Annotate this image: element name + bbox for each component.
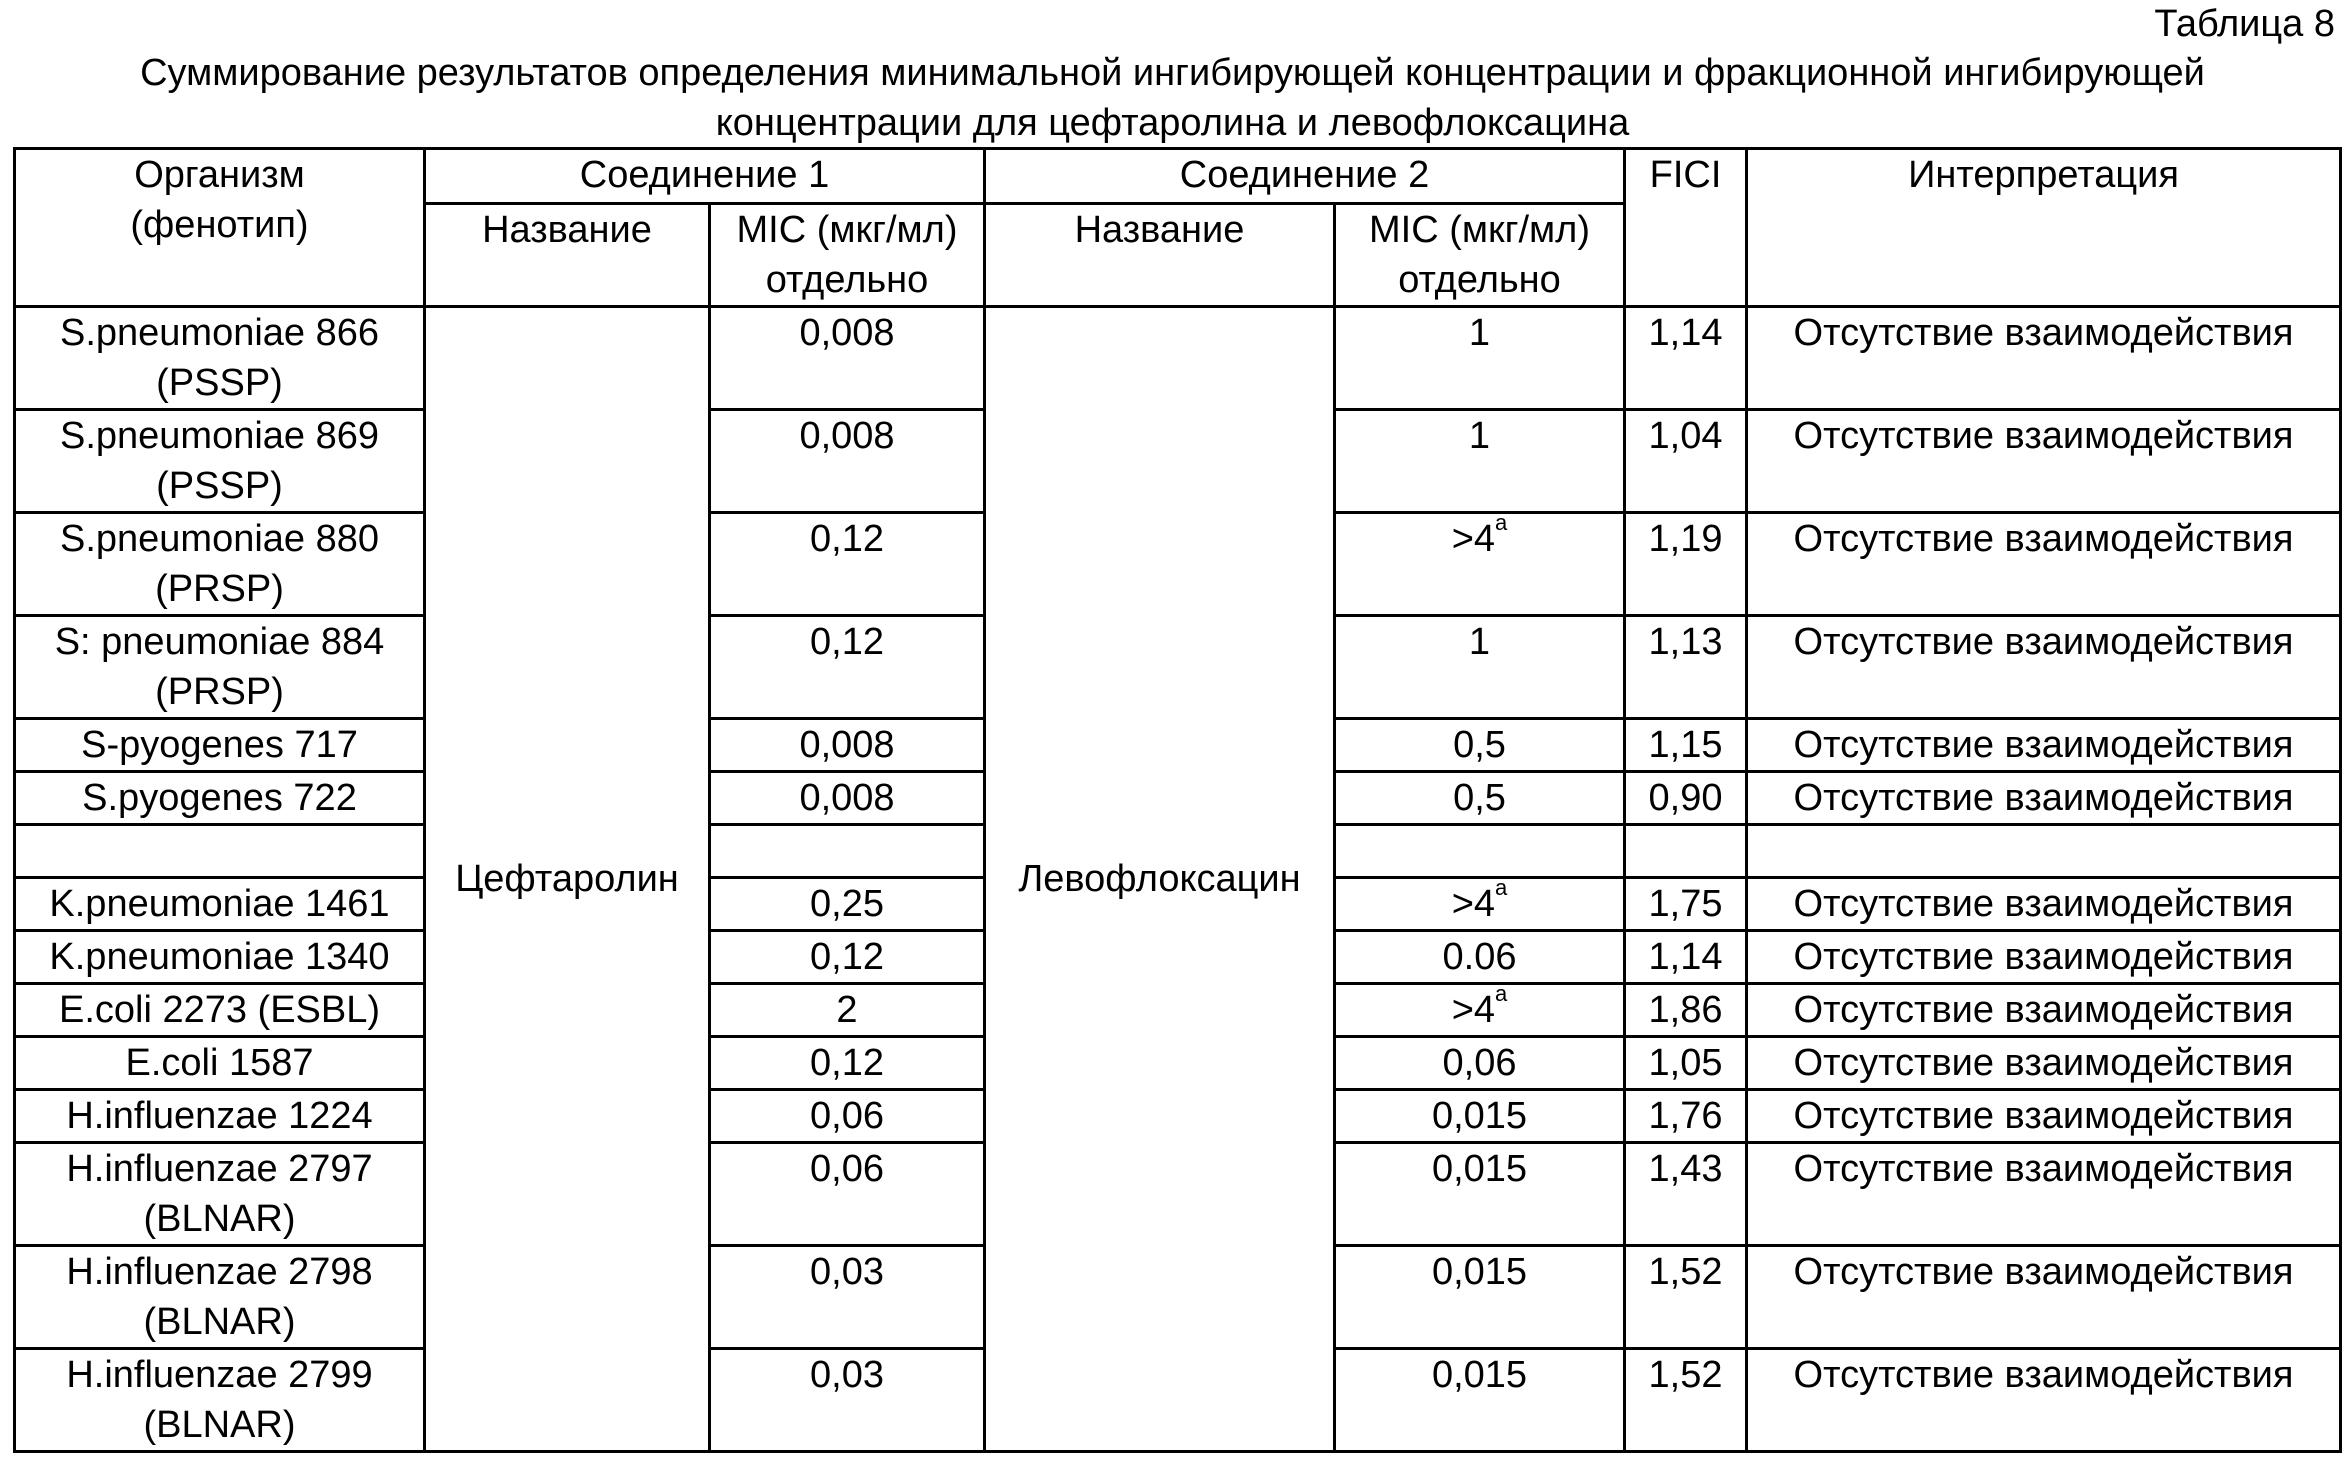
- header-mic-1-line-2: отдельно: [765, 259, 929, 301]
- mic-2-cell: [1335, 1246, 1625, 1349]
- mic-2-value: 0,06: [1442, 1042, 1517, 1084]
- header-mic-2-line-1: MIC (мкг/мл): [1369, 209, 1590, 251]
- results-table: [13, 147, 2342, 1453]
- header-interpretation: Интерпретация: [1747, 149, 2341, 307]
- table-title-line-2: концентрации для цефтаролина и левофлоксацина: [715, 102, 1630, 144]
- organism-phenotype: (BLNAR): [143, 1198, 296, 1240]
- organism-phenotype: (BLNAR): [143, 1301, 296, 1343]
- mic-2-value: >4: [1451, 518, 1496, 560]
- mic-2-cell: [1335, 719, 1625, 772]
- interpretation-cell: Отсутствие взаимодействия: [1747, 410, 2341, 513]
- mic-2-cell: [1335, 1037, 1625, 1090]
- interpretation-cell: Отсутствие взаимодействия: [1747, 1246, 2341, 1349]
- organism-name: S.pneumoniae 866: [59, 312, 380, 354]
- organism-cell: [15, 825, 425, 878]
- interpretation-cell: Отсутствие взаимодействия: [1747, 1143, 2341, 1246]
- mic-1-cell: 0,12: [710, 513, 985, 616]
- interpretation-cell: Отсутствие взаимодействия: [1747, 1037, 2341, 1090]
- mic-2-value: 1: [1468, 415, 1491, 457]
- organism-name: K.pneumoniae 1461: [49, 883, 390, 925]
- mic-2-cell: [1335, 984, 1625, 1037]
- header-compound-1: Соединение 1: [425, 149, 985, 204]
- mic-2-footnote: a: [1495, 512, 1508, 535]
- organism-cell: [15, 878, 425, 931]
- organism-phenotype: (PRSP): [155, 568, 284, 610]
- mic-2-cell: [1335, 307, 1625, 410]
- mic-2-cell: [1335, 513, 1625, 616]
- fici-cell: 1,05: [1625, 1037, 1747, 1090]
- mic-1-cell: [710, 825, 985, 878]
- organism-name: S.pneumoniae 880: [59, 518, 380, 560]
- mic-1-cell: 0,008: [710, 772, 985, 825]
- fici-cell: 1,75: [1625, 878, 1747, 931]
- fici-cell: 1,15: [1625, 719, 1747, 772]
- interpretation-cell: Отсутствие взаимодействия: [1747, 931, 2341, 984]
- organism-name: H.influenzae 2797: [66, 1148, 373, 1190]
- table-title: [0, 48, 2345, 148]
- organism-name: H.influenzae 2798: [66, 1251, 373, 1293]
- fici-cell: 1,14: [1625, 931, 1747, 984]
- mic-2-cell: [1335, 825, 1625, 878]
- mic-1-cell: 0,008: [710, 410, 985, 513]
- interpretation-cell: Отсутствие взаимодействия: [1747, 1349, 2341, 1452]
- organism-name: E.coli 1587: [125, 1042, 314, 1084]
- mic-2-value: 0,015: [1431, 1148, 1528, 1190]
- organism-cell: [15, 719, 425, 772]
- mic-2-value: 0,015: [1431, 1354, 1528, 1396]
- organism-cell: [15, 1037, 425, 1090]
- interpretation-cell: Отсутствие взаимодействия: [1747, 772, 2341, 825]
- mic-2-value: 0,015: [1431, 1251, 1528, 1293]
- table-title-line-1: Суммирование результатов определения минимальной ингибирующей концентрации и фракционной ингибирующей: [140, 52, 2205, 94]
- mic-1-cell: 0,12: [710, 616, 985, 719]
- organism-name: H.influenzae 2799: [66, 1354, 373, 1396]
- organism-cell: [15, 1349, 425, 1452]
- mic-2-value: 0.06: [1442, 936, 1517, 978]
- mic-2-value: 0,5: [1453, 724, 1506, 766]
- organism-cell: [15, 1090, 425, 1143]
- organism-cell: [15, 1143, 425, 1246]
- header-organism: [15, 149, 425, 307]
- mic-1-cell: 2: [710, 984, 985, 1037]
- interpretation-cell: Отсутствие взаимодействия: [1747, 719, 2341, 772]
- interpretation-cell: Отсутствие взаимодействия: [1747, 878, 2341, 931]
- organism-name: H.influenzae 1224: [66, 1095, 373, 1137]
- mic-1-cell: 0,12: [710, 931, 985, 984]
- header-fici: FICI: [1625, 149, 1747, 307]
- interpretation-cell: Отсутствие взаимодействия: [1747, 1090, 2341, 1143]
- interpretation-cell: [1747, 825, 2341, 878]
- organism-name: S.pyogenes 722: [82, 777, 357, 819]
- mic-2-value: 0,015: [1431, 1095, 1528, 1137]
- organism-phenotype: (PRSP): [155, 671, 284, 713]
- organism-cell: [15, 307, 425, 410]
- organism-cell: [15, 410, 425, 513]
- fici-cell: 1,43: [1625, 1143, 1747, 1246]
- organism-cell: [15, 1246, 425, 1349]
- header-compound-2-mic: [1335, 204, 1625, 307]
- organism-phenotype: (PSSP): [156, 465, 283, 507]
- table-number: Таблица 8: [2154, 3, 2335, 45]
- organism-name: K.pneumoniae 1340: [49, 936, 390, 978]
- mic-2-cell: [1335, 1090, 1625, 1143]
- fici-cell: [1625, 825, 1747, 878]
- organism-phenotype: (BLNAR): [143, 1404, 296, 1446]
- mic-2-cell: [1335, 616, 1625, 719]
- mic-1-cell: 0,12: [710, 1037, 985, 1090]
- mic-1-cell: 0,06: [710, 1143, 985, 1246]
- table-header: [15, 149, 2341, 307]
- mic-1-cell: 0,03: [710, 1349, 985, 1452]
- organism-name: S: pneumoniae 884: [54, 621, 385, 663]
- header-mic-1-line-1: MIC (мкг/мл): [736, 209, 958, 251]
- fici-cell: 1,86: [1625, 984, 1747, 1037]
- organism-name: S.pneumoniae 869: [59, 415, 380, 457]
- mic-1-cell: 0,06: [710, 1090, 985, 1143]
- table-body: [15, 307, 2341, 1452]
- mic-2-value: 1: [1468, 621, 1491, 663]
- mic-2-cell: [1335, 772, 1625, 825]
- header-compound-1-mic: [710, 204, 985, 307]
- fici-cell: 1,52: [1625, 1349, 1747, 1452]
- organism-name: S-pyogenes 717: [81, 724, 358, 766]
- fici-cell: 0,90: [1625, 772, 1747, 825]
- header-organism-line-2: (фенотип): [130, 204, 309, 246]
- table-row: [15, 307, 2341, 410]
- fici-cell: 1,13: [1625, 616, 1747, 719]
- organism-cell: [15, 984, 425, 1037]
- interpretation-cell: Отсутствие взаимодействия: [1747, 984, 2341, 1037]
- fici-cell: 1,19: [1625, 513, 1747, 616]
- organism-cell: [15, 772, 425, 825]
- fici-cell: 1,14: [1625, 307, 1747, 410]
- fici-cell: 1,52: [1625, 1246, 1747, 1349]
- organism-phenotype: (PSSP): [156, 362, 283, 404]
- interpretation-cell: Отсутствие взаимодействия: [1747, 616, 2341, 719]
- mic-2-footnote: a: [1495, 877, 1508, 900]
- mic-2-value: >4: [1451, 883, 1496, 925]
- organism-name: E.coli 2273 (ESBL): [58, 989, 381, 1031]
- interpretation-cell: Отсутствие взаимодействия: [1747, 307, 2341, 410]
- organism-cell: [15, 616, 425, 719]
- organism-cell: [15, 513, 425, 616]
- fici-cell: 1,04: [1625, 410, 1747, 513]
- mic-2-cell: [1335, 1349, 1625, 1452]
- header-organism-line-1: Организм: [134, 154, 305, 196]
- header-compound-2-name: Название: [985, 204, 1335, 307]
- interpretation-cell: Отсутствие взаимодействия: [1747, 513, 2341, 616]
- header-mic-2-line-2: отдельно: [1398, 259, 1561, 301]
- mic-2-value: 1: [1468, 312, 1491, 354]
- mic-2-cell: [1335, 878, 1625, 931]
- mic-1-cell: 0,03: [710, 1246, 985, 1349]
- organism-cell: [15, 931, 425, 984]
- compound-2-name-cell: Левофлоксацин: [985, 307, 1335, 1452]
- mic-1-cell: 0,008: [710, 307, 985, 410]
- mic-2-cell: [1335, 931, 1625, 984]
- header-compound-2: Соединение 2: [985, 149, 1625, 204]
- mic-2-cell: [1335, 1143, 1625, 1246]
- mic-1-cell: 0,008: [710, 719, 985, 772]
- mic-2-footnote: a: [1495, 983, 1508, 1006]
- compound-1-name-cell: Цефтаролин: [425, 307, 710, 1452]
- mic-2-value: 0,5: [1453, 777, 1506, 819]
- mic-1-cell: 0,25: [710, 878, 985, 931]
- header-compound-1-name: Название: [425, 204, 710, 307]
- mic-2-cell: [1335, 410, 1625, 513]
- mic-2-value: >4: [1451, 989, 1496, 1031]
- fici-cell: 1,76: [1625, 1090, 1747, 1143]
